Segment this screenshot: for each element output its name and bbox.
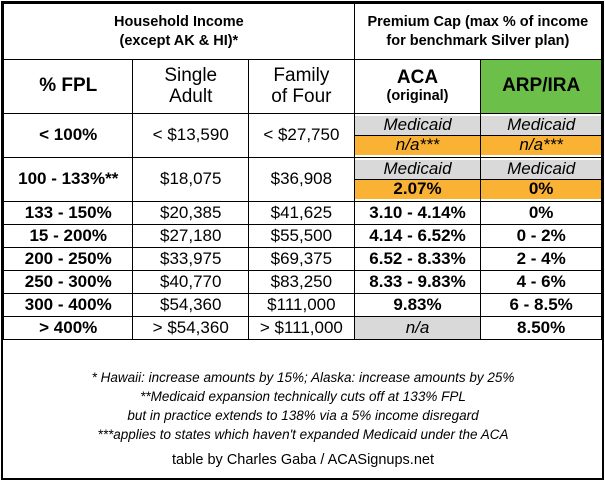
aca-header-line1: ACA: [396, 67, 439, 89]
arp-cell: 0 - 2%: [481, 225, 602, 248]
family-cell: $36,908: [249, 158, 355, 202]
single-cell: $27,180: [133, 225, 249, 248]
table-row: [4, 294, 602, 317]
fpl-cell: 15 - 200%: [4, 225, 133, 248]
arp-cell: 4 - 6%: [481, 271, 602, 294]
family-header-line2: of Four: [271, 85, 332, 107]
single-cell: $20,385: [133, 202, 249, 225]
column-header-row: [4, 60, 602, 114]
arp-cell: 8.50%: [481, 317, 602, 340]
aca-value: n/a***: [355, 135, 481, 155]
single-header-line1: Single: [164, 64, 218, 86]
household-income-title: Household Income: [114, 14, 244, 31]
medicaid-label: Medicaid: [481, 160, 601, 179]
aca-cell: [354, 158, 481, 202]
fpl-column-header: % FPL: [4, 60, 133, 114]
table-row: [4, 248, 602, 271]
family-cell: < $27,750: [249, 114, 355, 158]
family-cell: $69,375: [249, 248, 355, 271]
family-cell: $83,250: [249, 271, 355, 294]
aca-cell: 3.10 - 4.14%: [354, 202, 481, 225]
arp-cell: 6 - 8.5%: [481, 294, 602, 317]
aca-header-line2: (original): [386, 87, 449, 104]
aca-cell: [354, 114, 481, 158]
fpl-cell: > 400%: [4, 317, 133, 340]
arp-cell: 0%: [481, 202, 602, 225]
fpl-cell: 100 - 133%**: [4, 158, 133, 202]
single-cell: < $13,590: [133, 114, 249, 158]
footnotes: [3, 344, 603, 478]
household-income-note: (except AK & HI)*: [119, 32, 239, 49]
table-row: [4, 317, 602, 340]
family-cell: > $111,000: [249, 317, 355, 340]
family-column-header: [249, 60, 355, 114]
single-cell: $33,975: [133, 248, 249, 271]
table-row: [4, 158, 602, 202]
household-income-header: [4, 4, 355, 60]
arp-cell: [481, 158, 602, 202]
single-header-line2: Adult: [169, 85, 213, 107]
aca-cell: 8.33 - 9.83%: [354, 271, 481, 294]
premium-cap-table: [3, 3, 602, 340]
fpl-cell: 200 - 250%: [4, 248, 133, 271]
income-premium-table-frame: [1, 1, 604, 480]
premium-cap-header: [354, 4, 601, 60]
footnote-income-disregard: but in practice extends to 138% via a 5% income disregard: [127, 408, 479, 423]
fpl-cell: < 100%: [4, 114, 133, 158]
single-cell: > $54,360: [133, 317, 249, 340]
aca-cell: 4.14 - 6.52%: [354, 225, 481, 248]
aca-cell: 9.83%: [354, 294, 481, 317]
footnote-non-expansion: ***applies to states which haven't expanded Medicaid under the ACA: [97, 427, 509, 442]
fpl-cell: 250 - 300%: [4, 271, 133, 294]
single-cell: $18,075: [133, 158, 249, 202]
fpl-cell: 133 - 150%: [4, 202, 133, 225]
aca-cell: n/a: [354, 317, 481, 340]
footnote-medicaid-cutoff: **Medicaid expansion technically cuts off at 133% FPL: [140, 389, 466, 404]
aca-column-header: [354, 60, 481, 114]
family-header-line1: Family: [273, 64, 330, 86]
fpl-cell: 300 - 400%: [4, 294, 133, 317]
table-row: [4, 202, 602, 225]
footnote-hawaii-alaska: * Hawaii: increase amounts by 15%; Alaska: increase amounts by 25%: [91, 370, 515, 385]
aca-cell: 6.52 - 8.33%: [354, 248, 481, 271]
family-cell: $111,000: [249, 294, 355, 317]
single-cell: $40,770: [133, 271, 249, 294]
premium-cap-subtitle: for benchmark Silver plan): [386, 32, 570, 49]
aca-value: 2.07%: [355, 179, 481, 199]
group-header-row: [4, 4, 602, 60]
arp-cell: [481, 114, 602, 158]
premium-cap-title: Premium Cap (max % of income: [367, 14, 589, 31]
single-cell: $54,360: [133, 294, 249, 317]
arp-value: n/a***: [481, 135, 601, 155]
credit-line: table by Charles Gaba / ACASignups.net: [172, 452, 434, 468]
family-cell: $41,625: [249, 202, 355, 225]
medicaid-label: Medicaid: [355, 116, 481, 135]
table-row: [4, 271, 602, 294]
arp-value: 0%: [481, 179, 601, 199]
table-row: [4, 114, 602, 158]
arp-column-header: ARP/IRA: [481, 60, 602, 114]
medicaid-label: Medicaid: [355, 160, 481, 179]
arp-cell: 2 - 4%: [481, 248, 602, 271]
family-cell: $55,500: [249, 225, 355, 248]
table-row: [4, 225, 602, 248]
single-adult-column-header: [133, 60, 249, 114]
medicaid-label: Medicaid: [481, 116, 601, 135]
